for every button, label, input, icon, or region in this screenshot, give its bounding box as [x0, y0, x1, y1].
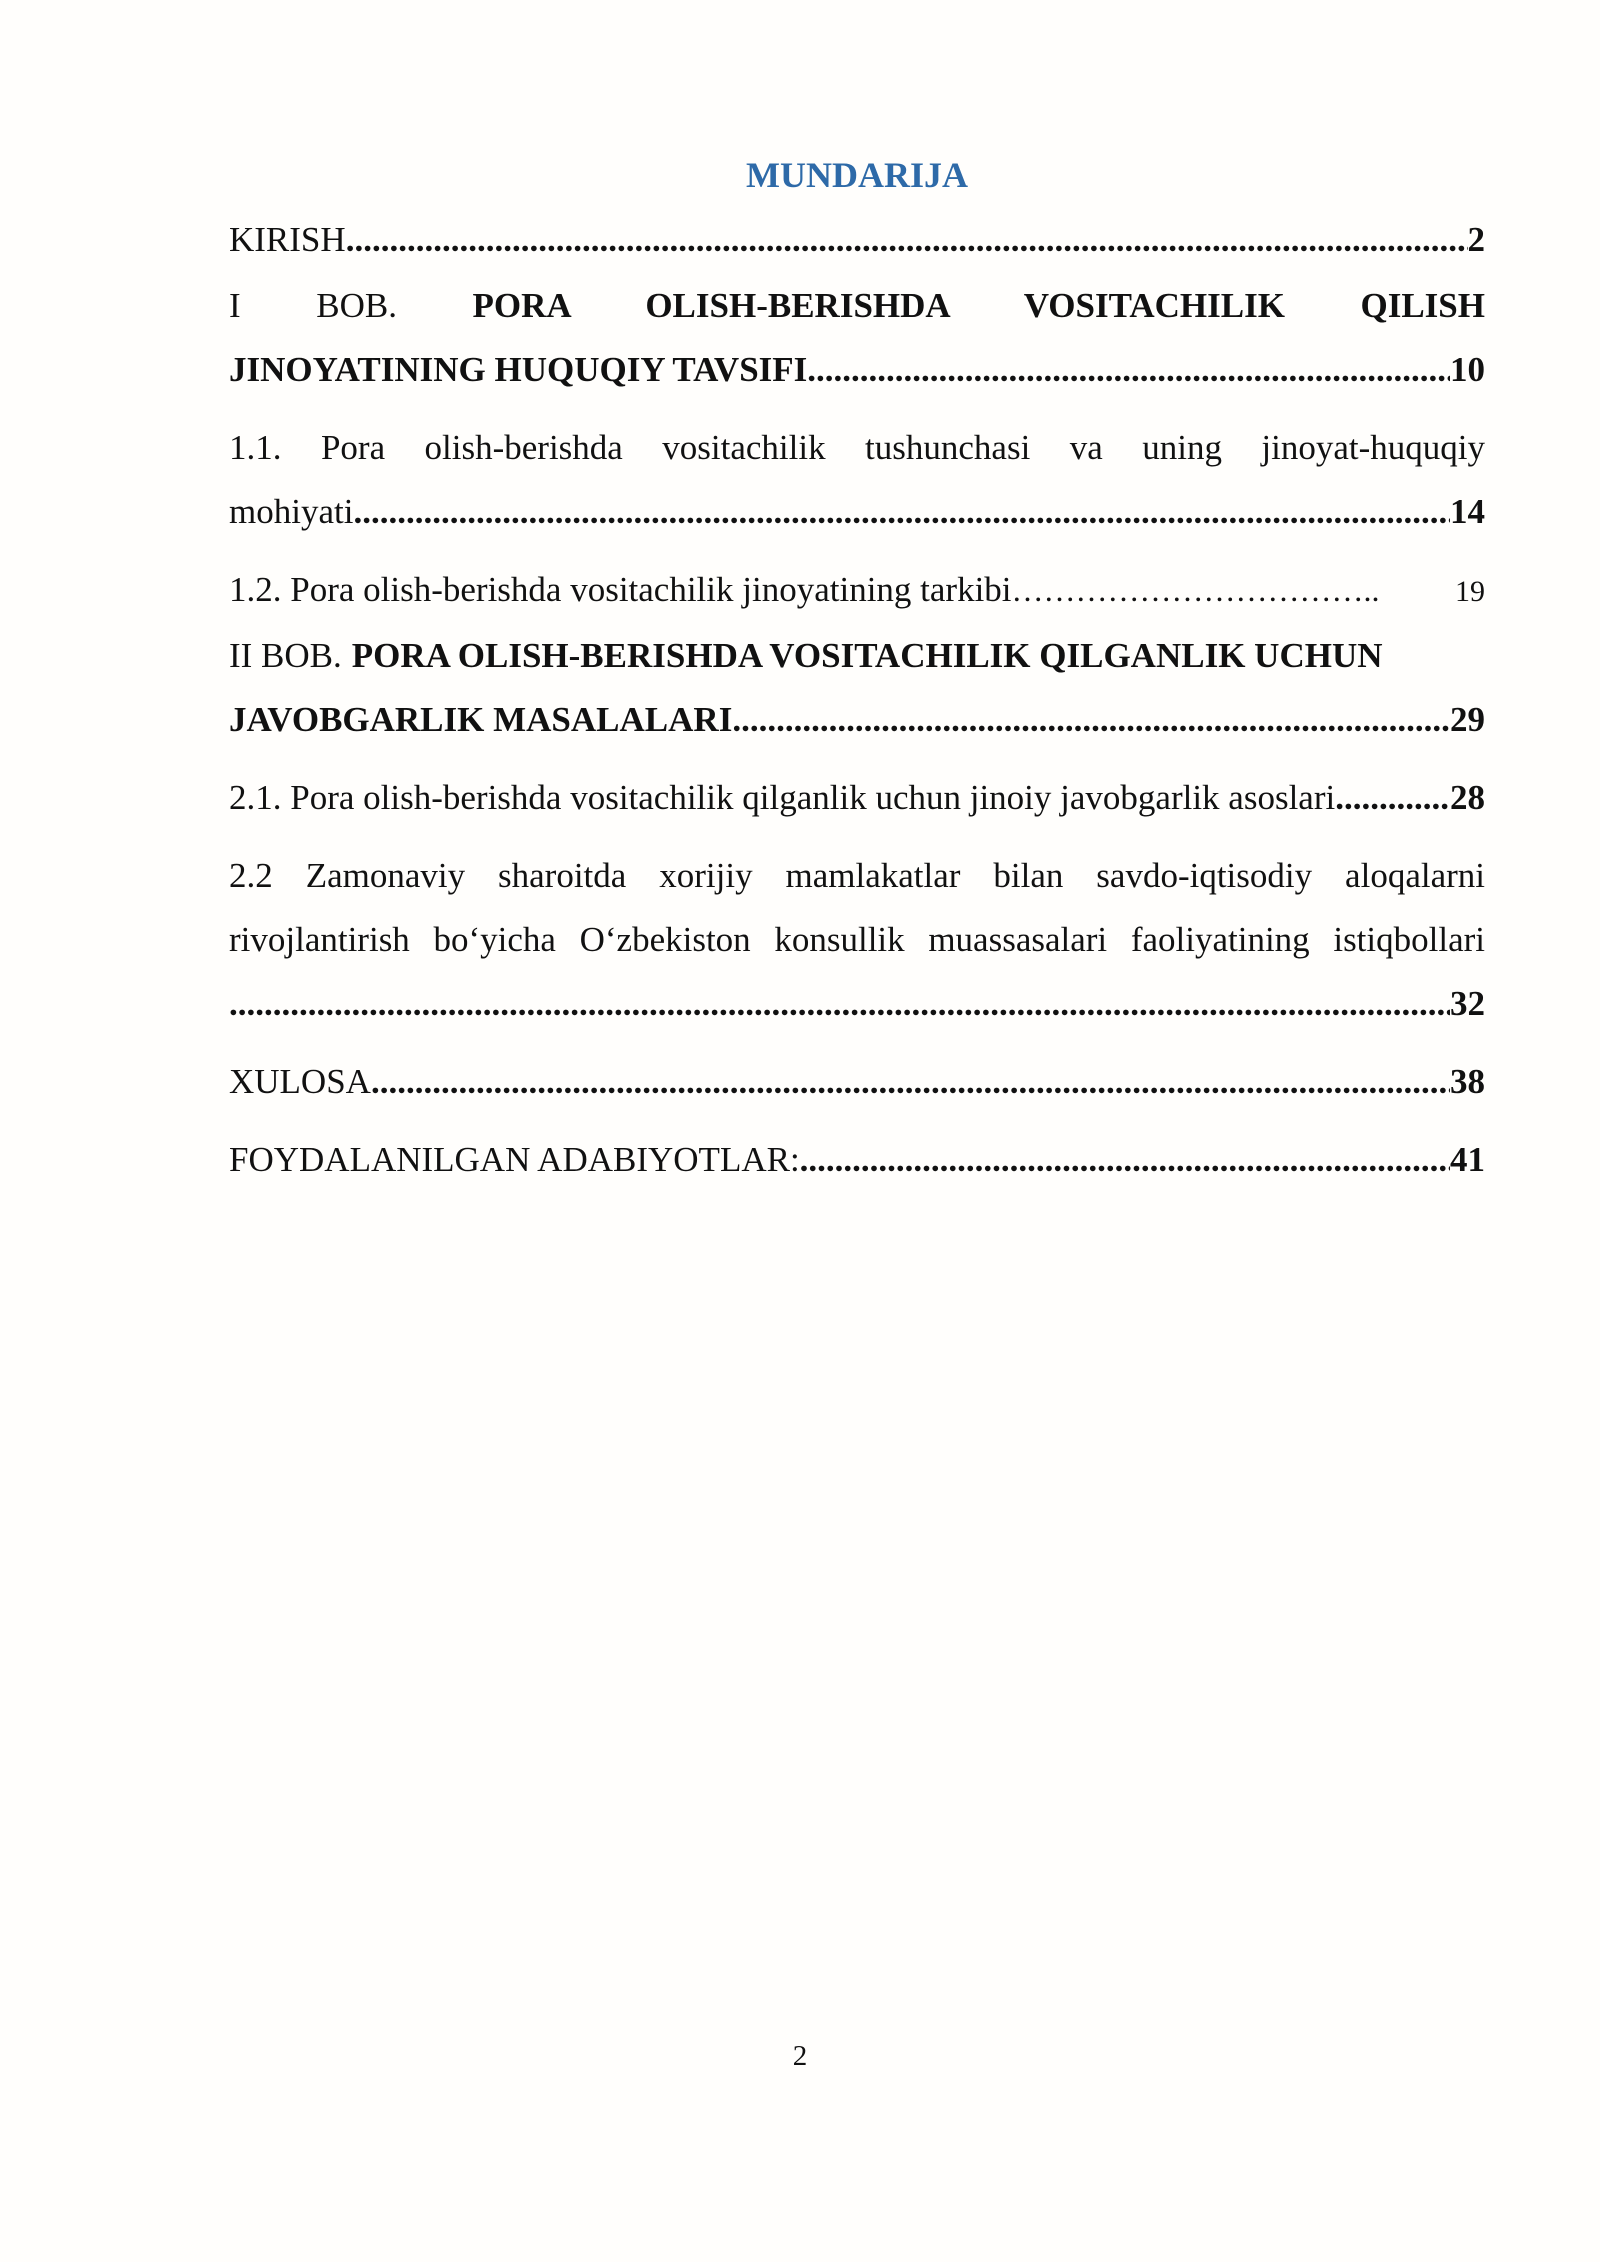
table-of-contents — [229, 150, 1485, 1206]
toc-entry-kirish — [229, 208, 1485, 272]
toc-page-number: 32 — [1450, 984, 1485, 1023]
xulosa-label: XULOSA — [229, 1062, 371, 1101]
toc-entry-chapter-2 — [229, 624, 1485, 752]
toc-page-number: 41 — [1450, 1140, 1485, 1179]
section-2-2-line-1: 2.2 Zamonaviy sharoitda xorijiy mamlakatlar bilan savdo-iqtisodiy aloqalarni — [229, 856, 1485, 895]
section-1-2-label: 1.2. Pora olish-berishda vositachilik jinoyatining tarkibi — [229, 570, 1012, 609]
toc-page-number: 10 — [1450, 350, 1485, 389]
chapter-title-line-1: PORA OLISH-BERISHDA VOSITACHILIK QILISH — [472, 286, 1485, 325]
chapter-title-line-1: PORA OLISH-BERISHDA VOSITACHILIK QILGANLIK UCHUN — [351, 636, 1383, 675]
toc-entry-section-1-1 — [229, 416, 1485, 544]
chapter-prefix: II BOB. — [229, 636, 342, 675]
section-1-1-line-2: mohiyati — [229, 492, 354, 531]
toc-entry-section-2-2 — [229, 844, 1485, 1036]
section-2-2-line-2: rivojlantirish bo‘yicha O‘zbekiston konsullik muassasalari faoliyatining istiqbollari — [229, 920, 1485, 959]
chapter-title-line-2: JINOYATINING HUQUQIY TAVSIFI — [229, 350, 808, 389]
dot-leader — [229, 972, 1450, 1036]
dot-leader — [800, 1128, 1450, 1192]
toc-entry-references — [229, 1128, 1485, 1192]
toc-entry-xulosa — [229, 1050, 1485, 1114]
toc-entry-label: KIRISH — [229, 220, 346, 259]
dot-leader — [732, 688, 1450, 752]
references-label: FOYDALANILGAN ADABIYOTLAR: — [229, 1140, 800, 1179]
dot-leader — [807, 338, 1450, 402]
section-1-1-line-1: 1.1. Pora olish-berishda vositachilik tushunchasi va uning jinoyat-huquqiy — [229, 428, 1485, 467]
toc-page-number: 38 — [1450, 1062, 1485, 1101]
toc-chapter-2-line-1 — [229, 624, 1485, 688]
chapter-title-line-2: JAVOBGARLIK MASALALARI — [229, 700, 733, 739]
dot-leader — [346, 208, 1468, 272]
dot-leader: …………………………….. — [1011, 572, 1380, 608]
toc-entry-section-2-1 — [229, 766, 1485, 830]
dot-leader — [371, 1050, 1450, 1114]
toc-page-number: 29 — [1450, 700, 1485, 739]
dot-leader — [1335, 766, 1450, 830]
toc-heading: MUNDARIJA — [746, 155, 968, 195]
toc-entry-chapter-1 — [229, 274, 1485, 402]
dot-leader — [353, 480, 1450, 544]
page-number-footer: 2 — [792, 2040, 808, 2072]
toc-entry-section-1-2 — [229, 558, 1485, 622]
toc-page-number: 2 — [1467, 220, 1485, 259]
toc-page-number: 14 — [1450, 492, 1485, 531]
chapter-prefix: I BOB. — [229, 286, 397, 325]
section-2-1-label: 2.1. Pora olish-berishda vositachilik qilganlik uchun jinoiy javobgarlik asoslari — [229, 778, 1336, 817]
toc-page-number: 28 — [1450, 778, 1485, 817]
toc-chapter-1-line-1 — [229, 274, 1485, 338]
toc-page-number: 19 — [1455, 575, 1485, 608]
